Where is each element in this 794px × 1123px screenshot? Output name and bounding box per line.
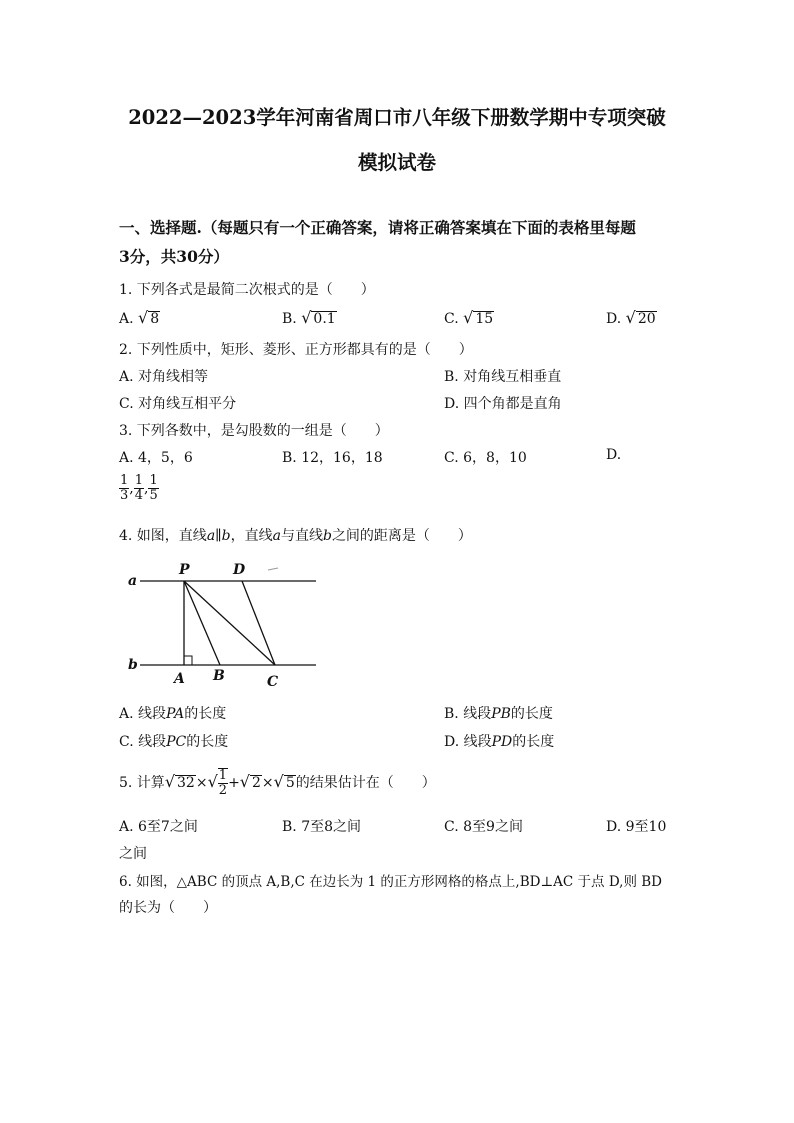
q5-option-a: A. 6至7之间: [119, 819, 198, 835]
q4-option-c: C. 线段PC的长度: [119, 734, 229, 750]
radicand: 0.1: [313, 311, 336, 327]
q3-option-d-fractions: $\frac{1}{3}$ , $\frac{1}{4}$ , $\frac{1}{5}$: [120, 473, 158, 503]
option-label: B.: [282, 450, 297, 466]
option-label: C.: [119, 396, 134, 412]
option-label: D.: [606, 447, 622, 463]
option-text: 四个角都是直角: [463, 396, 562, 412]
section-heading: 一、选择题.（每题只有一个正确答案，请将正确答案填在下面的表格里每题: [119, 218, 636, 237]
option-text: 4，5，6: [138, 450, 193, 466]
question-6-stem-cont: 的长为（ ）: [119, 900, 217, 916]
q5-option-d-wrap: 之间: [119, 846, 147, 862]
label-a: a: [128, 573, 138, 589]
q2-option-b: [444, 366, 561, 386]
q3-option-b: [282, 447, 383, 467]
q4-option-d: D. 线段PD的长度: [444, 734, 555, 750]
radicand: 8: [150, 311, 160, 327]
page-title: 2022—2023学年河南省周口市八年级下册数学期中专项突破: [128, 106, 666, 129]
q1-option-a: A. √ 8: [119, 308, 160, 327]
option-label: A.: [119, 311, 134, 327]
option-text: 对角线相等: [138, 369, 209, 385]
question-4-stem: 4. 如图，直线a∥b，直线a与直线b之间的距离是（ ）: [119, 528, 472, 544]
segment-pb: [184, 581, 220, 665]
section-heading-cont: 3分，共30分）: [119, 247, 229, 266]
label-B: B: [213, 668, 225, 684]
parallel-lines-figure: [118, 556, 328, 691]
label-P: P: [179, 562, 190, 578]
fraction: $\frac{1}{5}$: [149, 473, 158, 503]
q3-option-d: [606, 447, 621, 463]
label-b: b: [128, 657, 138, 673]
radicand: 15: [475, 311, 494, 327]
option-label: D.: [444, 396, 460, 412]
option-text: 对角线互相平分: [138, 396, 237, 412]
radicand: 20: [637, 311, 656, 327]
label-A: A: [174, 671, 185, 687]
option-label: B.: [444, 369, 459, 385]
q5-option-c: C. 8至9之间: [444, 819, 523, 835]
right-angle-mark: [184, 656, 192, 665]
question-6-stem: 6. 如图，△ABC 的顶点 A,B,C 在边长为 1 的正方形网格的格点上,BD⊥AC 于点 D,则 BD: [119, 874, 662, 890]
scan-mark: [268, 568, 278, 570]
q3-option-c: [444, 447, 527, 467]
question-5-stem: 5. 计算√ 32×√ $\frac{1}{2}$ +√ 2×√ 5的结果估计在（ ）: [119, 768, 436, 798]
q1-option-d: D. √ 20: [606, 308, 656, 327]
question-2-stem: 2. 下列性质中，矩形、菱形、正方形都具有的是（ ）: [119, 342, 473, 358]
label-C: C: [267, 674, 279, 690]
q3-option-a: [119, 447, 193, 467]
segment-pc: [184, 581, 275, 665]
option-label: C.: [444, 450, 459, 466]
q4-option-a: A. 线段PA的长度: [119, 706, 227, 722]
q1-option-b: B. √ 0.1: [282, 308, 336, 327]
option-label: A.: [119, 369, 134, 385]
option-label: A.: [119, 450, 134, 466]
fraction: $\frac{1}{3}$: [120, 473, 129, 503]
option-text: 12，16，18: [301, 450, 383, 466]
segment-dc: [242, 581, 275, 665]
fraction: $\frac{1}{4}$: [134, 473, 144, 503]
option-text: 对角线互相垂直: [463, 369, 562, 385]
q2-option-a: [119, 366, 208, 386]
question-1-stem: 1. 下列各式是最简二次根式的是（ ）: [119, 282, 375, 298]
q2-option-d: [444, 393, 562, 413]
page-subtitle: 模拟试卷: [357, 151, 436, 174]
option-label: D.: [606, 311, 622, 327]
label-D: D: [233, 562, 246, 578]
question-3-stem: 3. 下列各数中，是勾股数的一组是（ ）: [119, 423, 389, 439]
q5-option-b: B. 7至8之间: [282, 819, 362, 835]
q4-option-b: B. 线段PB的长度: [444, 706, 553, 722]
option-label: C.: [444, 311, 459, 327]
q1-option-c: C. √ 15: [444, 308, 494, 327]
q5-option-d: D. 9至10: [606, 819, 667, 835]
q2-option-c: [119, 393, 236, 413]
option-text: 6，8，10: [463, 450, 527, 466]
option-label: B.: [282, 311, 297, 327]
